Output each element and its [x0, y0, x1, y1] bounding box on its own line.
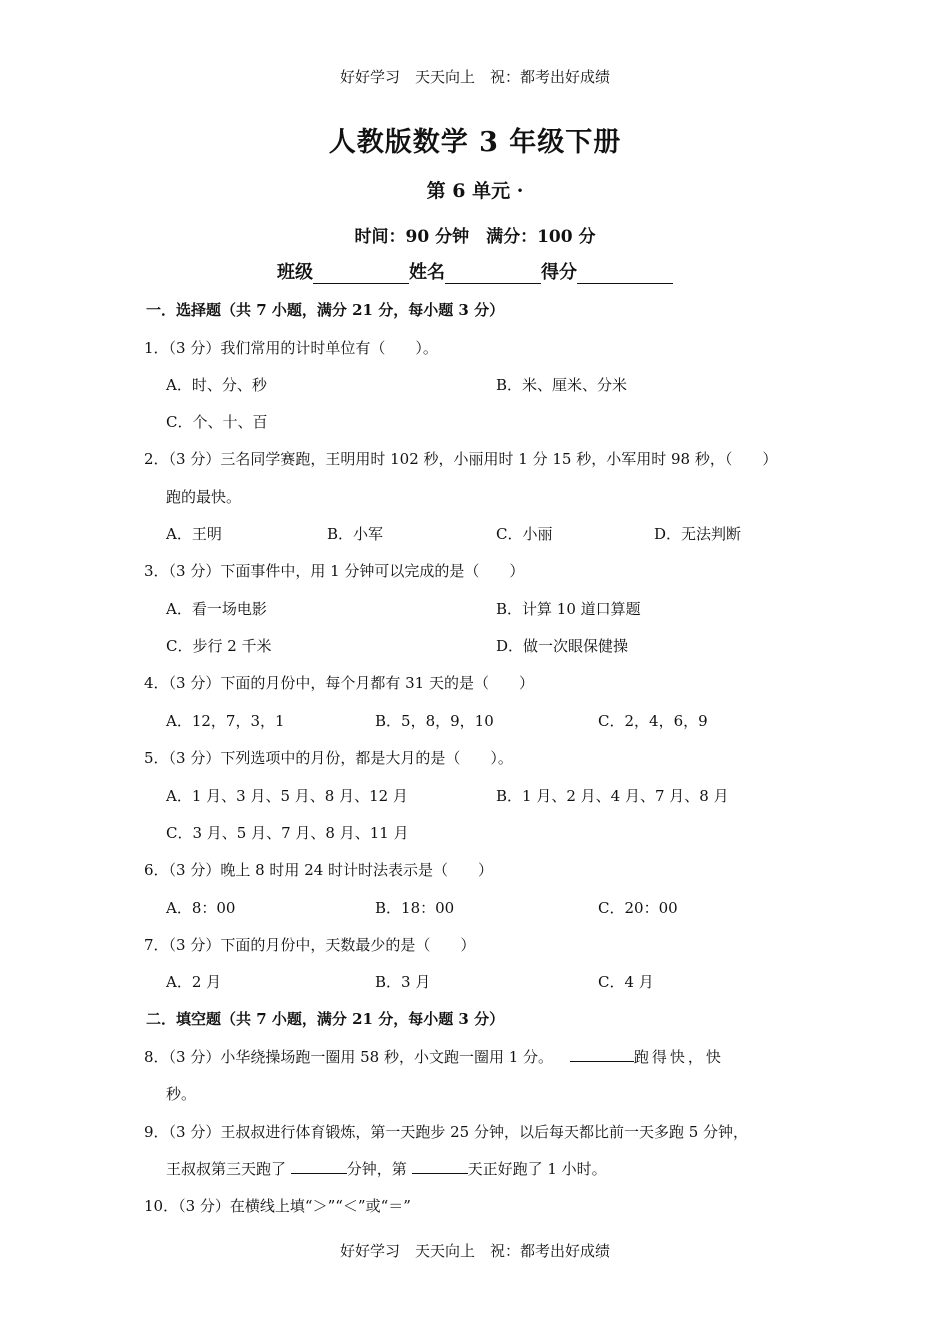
page-footer: 好好学习 天天向上 祝：都考出好成绩	[339, 1242, 610, 1260]
q5-option-b: B．1 月、2 月、4 月、7 月、8 月	[496, 787, 729, 805]
q1-option-c: C．个、十、百	[166, 413, 268, 431]
score-blank	[577, 265, 673, 284]
q8-blank-1	[570, 1047, 634, 1062]
q3-option-a: A．看一场电影	[166, 600, 267, 618]
q7-option-c: C．4 月	[598, 973, 654, 991]
q4-option-a: A．12，7，3，1	[166, 712, 285, 730]
question-8	[144, 1046, 724, 1067]
name-label: 姓名	[409, 262, 445, 283]
question-5: 5．（3 分）下列选项中的月份，都是大月的是（ ）。	[144, 749, 513, 767]
score-label: 得分	[541, 262, 577, 283]
question-4: 4．（3 分）下面的月份中，每个月都有 31 天的是（ ）	[144, 674, 534, 692]
question-9-continued	[166, 1158, 607, 1179]
question-1: 1．（3 分）我们常用的计时单位有（ ）。	[144, 339, 438, 357]
q1-option-a: A．时、分、秒	[166, 376, 267, 394]
q8-text-part1: 8．（3 分）小华绕操场跑一圈用 58 秒，小文跑一圈用 1 分。	[144, 1048, 554, 1066]
q5-option-c: C．3 月、5 月、7 月、8 月、11 月	[166, 824, 409, 842]
question-2-continued: 跑的最快。	[166, 488, 242, 506]
q6-option-c: C．20：00	[598, 899, 678, 917]
name-blank	[445, 265, 541, 284]
q9-blank-2	[412, 1159, 468, 1174]
page-title: 人教版数学 3 年级下册	[328, 127, 622, 158]
question-3: 3．（3 分）下面事件中，用 1 分钟可以完成的是（ ）	[144, 562, 525, 580]
question-2: 2．（3 分）三名同学赛跑，王明用时 102 秒，小丽用时 1 分 15 秒，小军用时 98 秒，（ ）	[144, 450, 778, 468]
q9-text-part3: 天正好跑了 1 小时。	[467, 1160, 607, 1178]
q3-option-b: B．计算 10 道口算题	[496, 600, 641, 618]
question-9: 9．（3 分）王叔叔进行体育锻炼，第一天跑步 25 分钟，以后每天都比前一天多跑 5 分钟，	[144, 1123, 749, 1141]
q9-text-part1: 王叔叔第三天跑了	[166, 1160, 287, 1178]
question-8-continued: 秒。	[166, 1085, 197, 1103]
q2-option-c: C．小丽	[496, 525, 553, 543]
page-header: 好好学习 天天向上 祝：都考出好成绩	[339, 68, 610, 86]
question-7: 7．（3 分）下面的月份中，天数最少的是（ ）	[144, 936, 476, 954]
q9-text-part2: 分钟，第	[346, 1160, 407, 1178]
q3-option-c: C．步行 2 千米	[166, 637, 272, 655]
time-and-score-line: 时间：90 分钟 满分：100 分	[354, 227, 596, 247]
section-heading-choice: 一．选择题（共 7 小题，满分 21 分，每小题 3 分）	[146, 301, 505, 319]
q1-option-b: B．米、厘米、分米	[496, 376, 628, 394]
q7-option-b: B．3 月	[375, 973, 431, 991]
q2-option-a: A．王明	[166, 525, 222, 543]
section-heading-fill: 二．填空题（共 7 小题，满分 21 分，每小题 3 分）	[146, 1010, 505, 1028]
question-10: 10．（3 分）在横线上填“＞”“＜”或“＝”	[144, 1197, 411, 1215]
q5-option-a: A．1 月、3 月、5 月、8 月、12 月	[166, 787, 408, 805]
q4-option-b: B．5，8，9，10	[375, 712, 494, 730]
student-info-line	[0, 258, 950, 284]
q2-option-d: D．无法判断	[654, 525, 742, 543]
class-label: 班级	[277, 262, 313, 283]
q6-option-a: A．8：00	[166, 899, 236, 917]
q9-blank-1	[291, 1159, 347, 1174]
q8-text-part2: 跑得快，快	[633, 1048, 724, 1066]
class-blank	[313, 265, 409, 284]
q4-option-c: C．2，4，6，9	[598, 712, 708, 730]
unit-subtitle: 第 6 单元 ·	[426, 180, 524, 202]
q3-option-d: D．做一次眼保健操	[496, 637, 629, 655]
q6-option-b: B．18：00	[375, 899, 455, 917]
question-6: 6．（3 分）晚上 8 时用 24 时计时法表示是（ ）	[144, 861, 494, 879]
q7-option-a: A．2 月	[166, 973, 222, 991]
q2-option-b: B．小军	[327, 525, 384, 543]
